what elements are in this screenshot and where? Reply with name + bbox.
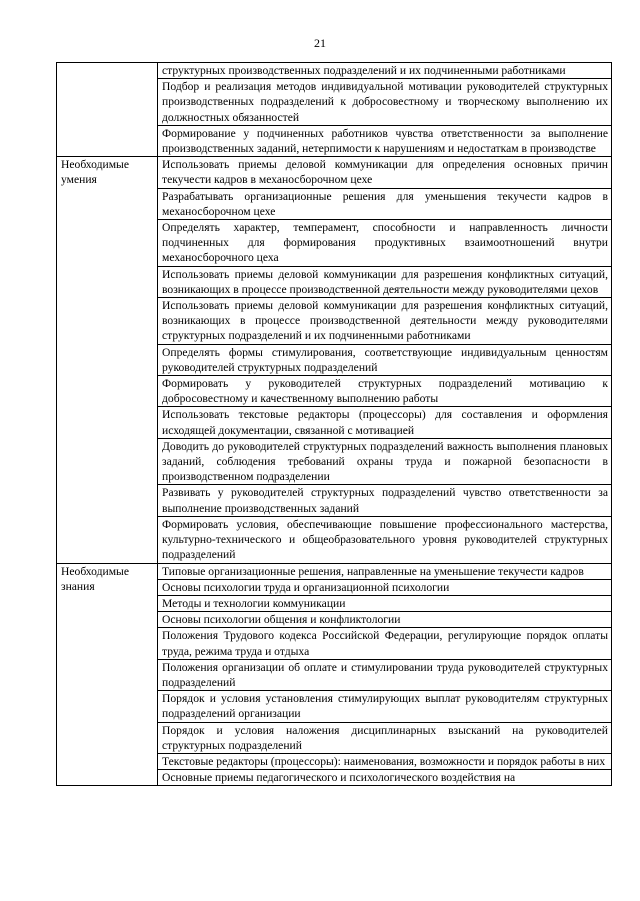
- table-cell: Доводить до руководителей структурных подразделений важность выполнения плановых заданий, соблюдения требований охраны труда и пожарной безопасности в производственном подразделении: [158, 438, 612, 485]
- table-cell: Формировать у руководителей структурных подразделений мотивацию к добросовестному и качественному выполнению работы: [158, 376, 612, 407]
- table-cell: Основы психологии труда и организационной психологии: [158, 579, 612, 595]
- row-label-skills: Необходимые умения: [57, 157, 158, 563]
- row-label-knowledge: Необходимые знания: [57, 563, 158, 786]
- table-cell: Определять характер, темперамент, способности и направленность личности подчиненных для формирования продуктивных взаимоотношений внутри механосборочного цеха: [158, 220, 612, 267]
- table-cell: Положения Трудового кодекса Российской Федерации, регулирующие порядок оплаты труда, режима труда и отдыха: [158, 628, 612, 659]
- table-cell: структурных производственных подразделений и их подчиненными работниками: [158, 63, 612, 79]
- table-row: [57, 63, 612, 79]
- table-cell: Определять формы стимулирования, соответствующие индивидуальным ценностям руководителей структурных подразделений: [158, 344, 612, 375]
- table-cell: Подбор и реализация методов индивидуальной мотивации руководителей структурных производственных подразделений к добросовестному и творческому выполнению их должностных обязанностей: [158, 79, 612, 126]
- table-cell: Порядок и условия установления стимулирующих выплат руководителям структурных подразделений организации: [158, 691, 612, 722]
- table-row: [57, 563, 612, 579]
- table-cell: Использовать приемы деловой коммуникации для разрешения конфликтных ситуаций, возникающих в процессе производственной деятельности между руководителями цехов: [158, 266, 612, 297]
- table-cell: Развивать у руководителей структурных подразделений чувство ответственности за выполнение производственных заданий: [158, 485, 612, 516]
- table-cell: Формирование у подчиненных работников чувства ответственности за выполнение производственных заданий, нетерпимости к нарушениям и недостаткам в производстве: [158, 125, 612, 156]
- table-cell: Использовать приемы деловой коммуникации для определения основных причин текучести кадров в механосборочном цехе: [158, 157, 612, 188]
- table-cell: Использовать приемы деловой коммуникации для разрешения конфликтных ситуаций, возникающих в процессе производственной деятельности между руководителями структурных подразделений и их подчиненными работниками: [158, 298, 612, 345]
- table-cell: Основные приемы педагогического и психологического воздействия на: [158, 770, 612, 786]
- table-cell: Положения организации об оплате и стимулировании труда руководителей структурных подразделений: [158, 659, 612, 690]
- table-cell: Порядок и условия наложения дисциплинарных взысканий на руководителей структурных подразделений: [158, 722, 612, 753]
- table-cell: Формировать условия, обеспечивающие повышение профессионального мастерства, культурно-технического и общеобразовательного уровня руководителей структурных подразделений: [158, 516, 612, 563]
- competency-table: [56, 62, 612, 786]
- table-cell: Методы и технологии коммуникации: [158, 595, 612, 611]
- table-cell: Основы психологии общения и конфликтологии: [158, 612, 612, 628]
- table-cell: Разрабатывать организационные решения для уменьшения текучести кадров в механосборочном цехе: [158, 188, 612, 219]
- page-number: 21: [314, 36, 326, 50]
- table-cell: Типовые организационные решения, направленные на уменьшение текучести кадров: [158, 563, 612, 579]
- row-label: [57, 63, 158, 157]
- table-cell: Текстовые редакторы (процессоры): наименования, возможности и порядок работы в них: [158, 753, 612, 769]
- table-row: [57, 157, 612, 188]
- table-cell: Использовать текстовые редакторы (процессоры) для составления и оформления исходящей документации, связанной с мотивацией: [158, 407, 612, 438]
